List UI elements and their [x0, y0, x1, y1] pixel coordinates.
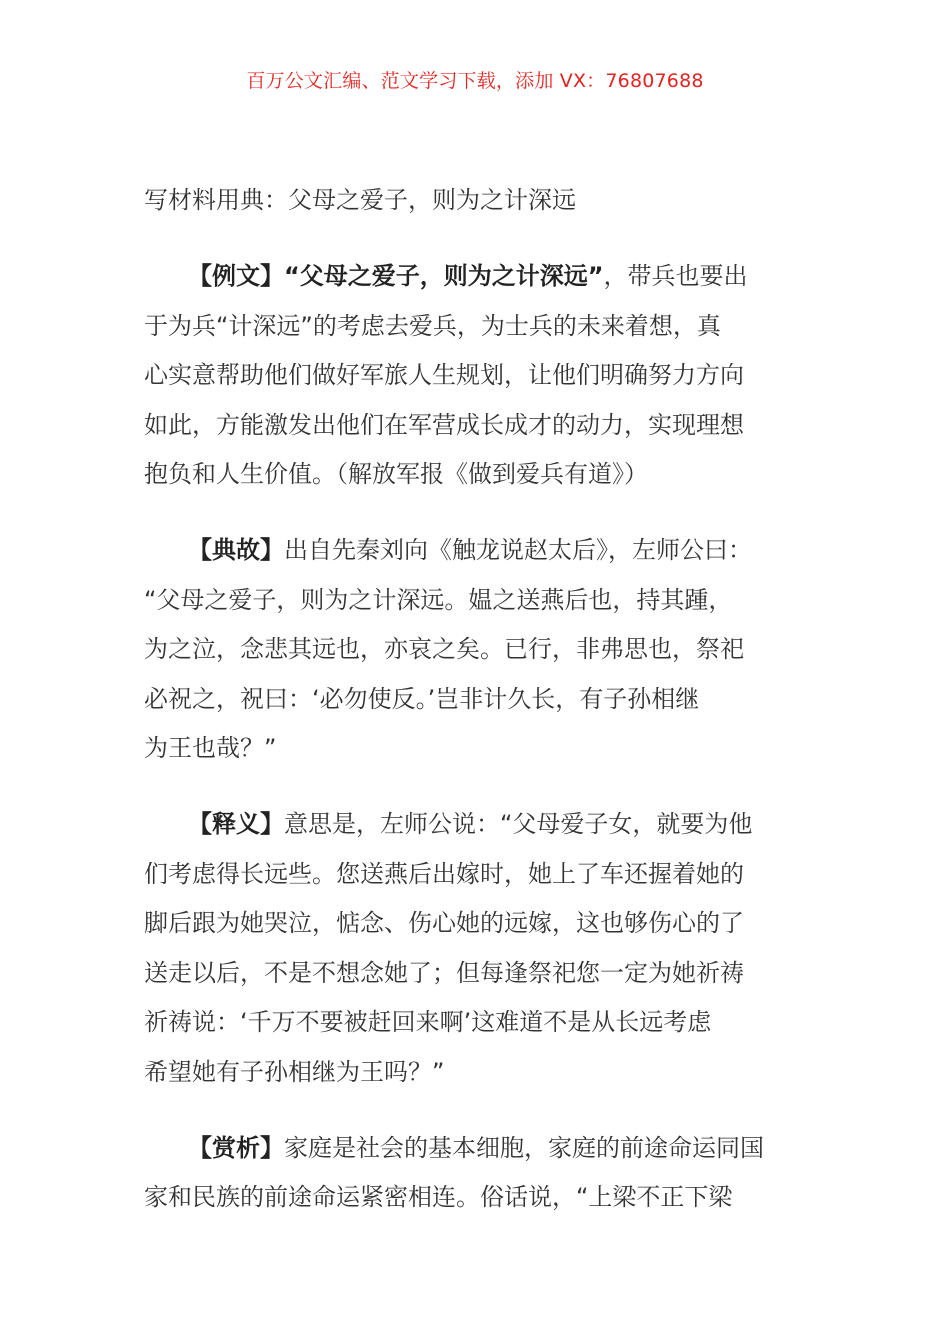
- article-body: [144, 180, 808, 1249]
- paragraph-line: [144, 252, 808, 302]
- allusion-paragraph: [144, 526, 808, 774]
- paragraph-line: 抱负和人生价值。（解放军报《做到爱兵有道》）: [144, 460, 648, 489]
- line-text: ，带兵也要出: [603, 262, 748, 290]
- appreciation-paragraph: [144, 1124, 808, 1223]
- line-text: 家庭是社会的基本细胞，家庭的前途命运同国: [284, 1133, 764, 1162]
- allusion-label: 【典故】: [188, 535, 284, 564]
- meaning-label: 【释义】: [188, 809, 284, 838]
- article-title: 写材料用典：父母之爱子，则为之计深远: [144, 186, 576, 214]
- line-text: 出自先秦刘向《触龙说赵太后》，左师公曰：: [284, 535, 752, 564]
- paragraph-line: [144, 800, 808, 850]
- paragraph-line: 祈祷说：‘千万不要被赶回来啊’这难道不是从长远考虑: [144, 1008, 712, 1037]
- paragraph-line: 为之泣，念悲其远也，亦哀之矣。已行，非弗思也，祭祀: [144, 635, 744, 664]
- paragraph-line: [144, 526, 808, 576]
- meaning-paragraph: [144, 800, 808, 1098]
- paragraph-line: 希望她有子孙相继为王吗？”: [144, 1057, 445, 1086]
- appreciation-label: 【赏析】: [188, 1133, 284, 1162]
- paragraph-line: 脚后跟为她哭泣，惦念、伤心她的远嫁，这也够伤心的了: [144, 909, 744, 938]
- paragraph-line: 于为兵“计深远”的考虑去爱兵，为士兵的未来着想，真: [144, 311, 721, 340]
- paragraph-line: 为王也哉？”: [144, 734, 277, 763]
- paragraph-line: 如此，方能激发出他们在军营成长成才的动力，实现理想: [144, 410, 744, 439]
- example-quote: “父母之爱子，则为之计深远”: [284, 262, 604, 290]
- paragraph-line: 必祝之，祝曰：‘必勿使反。’岂非计久长，有子孙相继: [144, 684, 700, 713]
- paragraph-line: 心实意帮助他们做好军旅人生规划，让他们明确努力方向: [144, 361, 744, 390]
- paragraph-line: 们考虑得长远些。您送燕后出嫁时，她上了车还握着她的: [144, 859, 744, 888]
- watermark-header: 百万公文汇编、范文学习下载，添加 VX：76807688: [246, 70, 704, 92]
- example-paragraph: [144, 252, 808, 500]
- paragraph-line: 送走以后，不是不想念她了；但每逢祭祀您一定为她祈祷: [144, 958, 744, 987]
- paragraph-line: [144, 1124, 808, 1174]
- line-text: 意思是，左师公说：“父母爱子女，就要为他: [284, 809, 753, 838]
- paragraph-line: 家和民族的前途命运紧密相连。俗话说，“上梁不正下梁: [144, 1183, 733, 1212]
- paragraph-line: “父母之爱子，则为之计深远。媪之送燕后也，持其踵，: [144, 585, 733, 614]
- example-label: 【例文】: [188, 262, 284, 290]
